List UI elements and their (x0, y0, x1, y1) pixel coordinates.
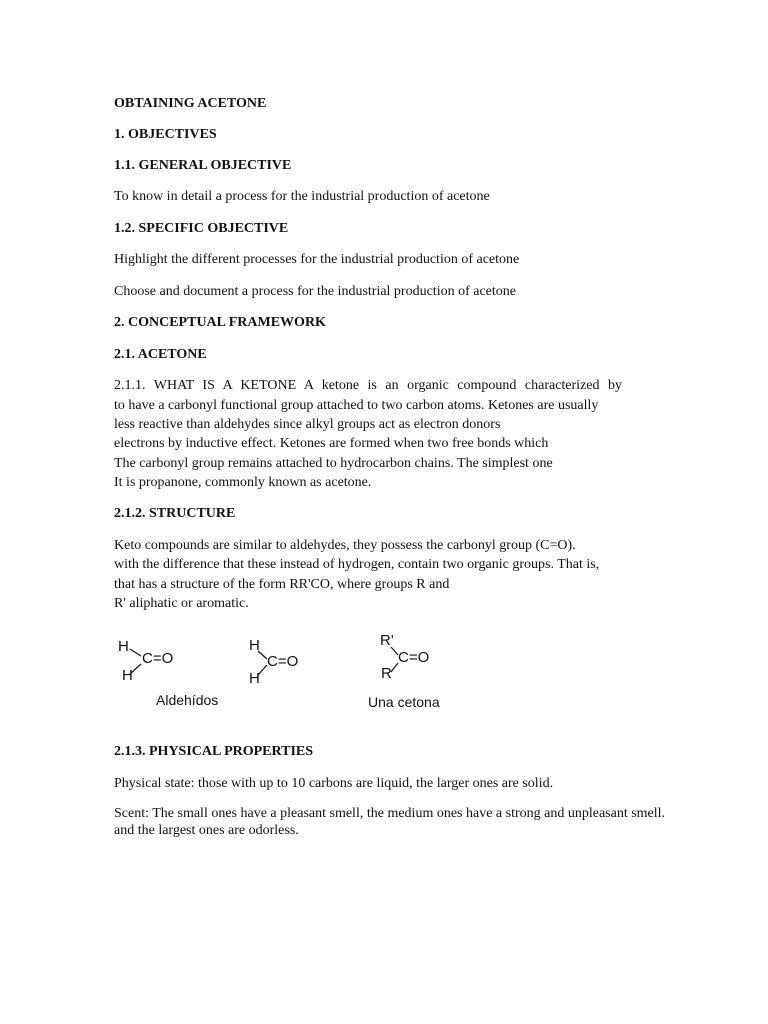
section-objectives-heading: 1. OBJECTIVES (114, 127, 217, 142)
document-title: OBTAINING ACETONE (114, 96, 267, 111)
ketone-paragraph-line: The carbonyl group remains attached to hydrocarbon chains. The simplest one (114, 456, 553, 471)
scent-paragraph-line: Scent: The small ones have a pleasant smell, the medium ones have a strong and unpleasant smell. (114, 806, 666, 821)
ketone-bottom-bond (391, 663, 398, 672)
ketone-carbonyl: C=O (398, 649, 430, 666)
scent-paragraph-line: and the largest ones are odorless. (114, 823, 299, 838)
ketone-bottom-group: R (381, 665, 392, 682)
ketone-top-group: R' (380, 632, 394, 649)
ketone-paragraph-line: to have a carbonyl functional group attached to two carbon atoms. Ketones are usually (114, 398, 599, 413)
general-objective-heading: 1.1. GENERAL OBJECTIVE (114, 158, 292, 173)
aldehyde-1-top-bond (130, 649, 141, 656)
conceptual-framework-heading: 2. CONCEPTUAL FRAMEWORK (114, 315, 326, 330)
structure-paragraph-line: with the difference that these instead of hydrogen, contain two organic groups. That is, (114, 557, 600, 572)
aldehydes-caption: Aldehídos (156, 692, 219, 708)
ketone-caption: Una cetona (368, 694, 440, 710)
specific-objective-text-2: Choose and document a process for the industrial production of acetone (114, 284, 516, 299)
aldehyde-2-carbonyl: C=O (267, 653, 299, 670)
ketone-paragraph-line: 2.1.1. WHAT IS A KETONE A ketone is an organic compound characterized by (114, 378, 622, 393)
ketone-paragraph-line: less reactive than aldehydes since alkyl groups act as electron donors (114, 417, 501, 432)
structure-paragraph-line: that has a structure of the form RR'CO, where groups R and (114, 577, 450, 592)
aldehyde-1-carbonyl: C=O (142, 650, 174, 667)
acetone-heading: 2.1. ACETONE (114, 347, 207, 362)
aldehyde-1-bottom-group: H (122, 667, 133, 684)
specific-objective-heading: 1.2. SPECIFIC OBJECTIVE (114, 221, 289, 236)
structure-heading: 2.1.2. STRUCTURE (114, 506, 236, 521)
structure-paragraph-line: R' aliphatic or aromatic. (114, 596, 249, 611)
ketone-paragraph-line: electrons by inductive effect. Ketones are formed when two free bonds which (114, 436, 549, 451)
carbonyl-structures-figure (112, 626, 472, 716)
aldehyde-1-top-group: H (118, 638, 129, 655)
aldehyde-2-top-group: H (249, 637, 260, 654)
specific-objective-text-1: Highlight the different processes for the industrial production of acetone (114, 252, 520, 267)
structure-paragraph-line: Keto compounds are similar to aldehydes, they possess the carbonyl group (C=O). (114, 538, 576, 553)
physical-state-text: Physical state: those with up to 10 carbons are liquid, the larger ones are solid. (114, 776, 554, 791)
general-objective-text: To know in detail a process for the industrial production of acetone (114, 189, 490, 204)
physical-properties-heading: 2.1.3. PHYSICAL PROPERTIES (114, 744, 314, 759)
ketone-paragraph-line: It is propanone, commonly known as acetone. (114, 475, 372, 490)
aldehyde-2-bottom-group: H (249, 670, 260, 687)
